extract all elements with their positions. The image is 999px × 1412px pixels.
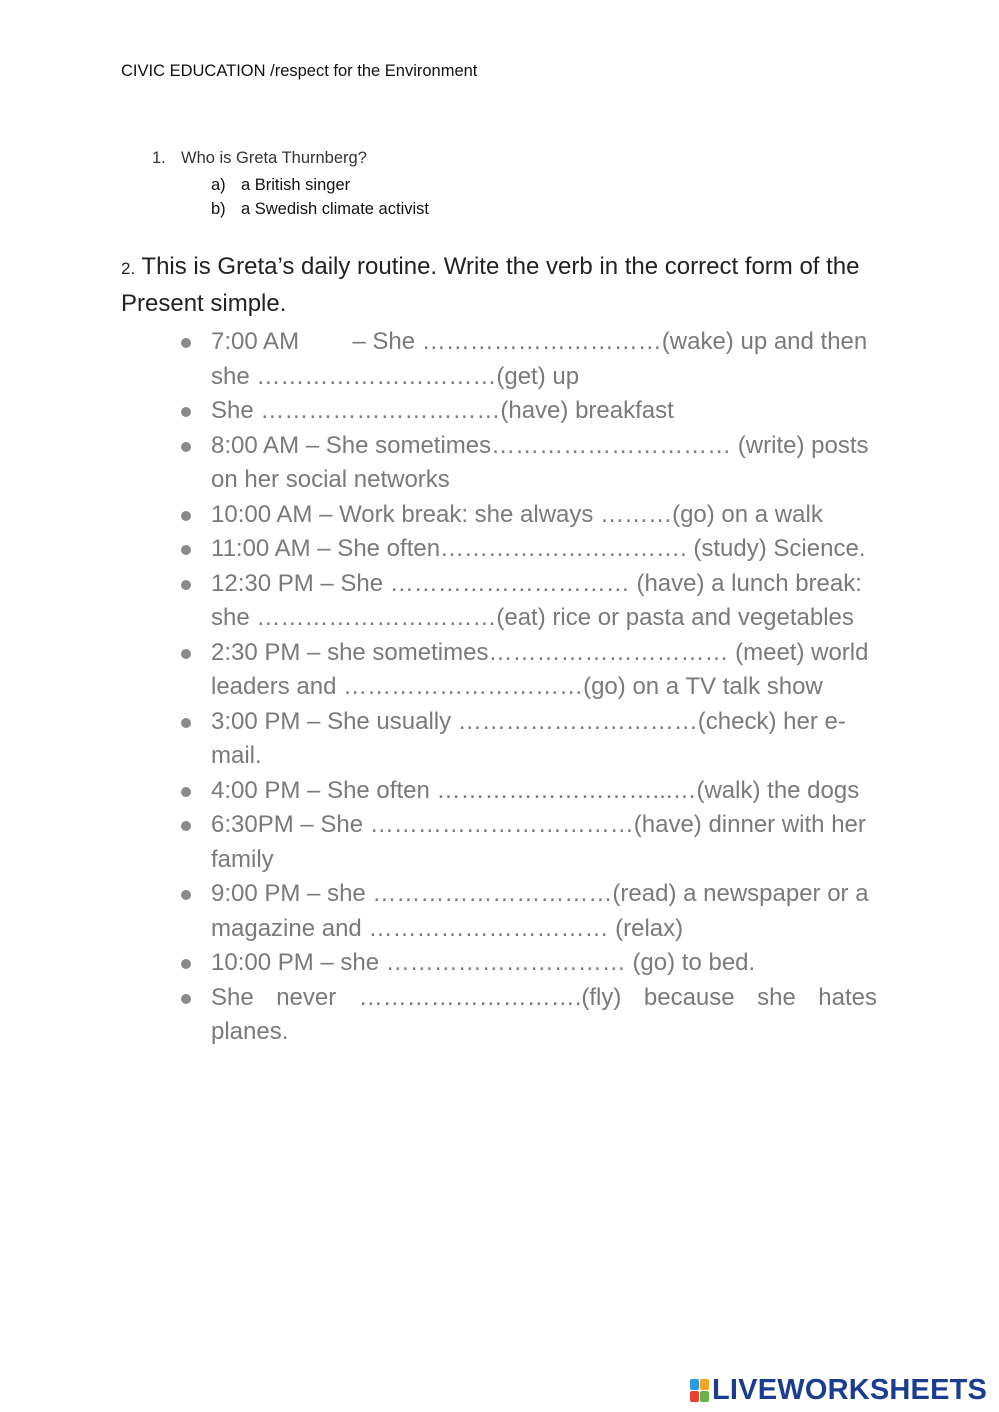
liveworksheets-logo[interactable] xyxy=(690,1374,987,1407)
bullet-icon xyxy=(181,338,191,348)
bullet-icon xyxy=(181,442,191,452)
routine-item[interactable] xyxy=(181,325,877,394)
bullet-icon xyxy=(181,580,191,590)
logo-block-icon xyxy=(690,1379,699,1390)
routine-item-text: 8:00 AM – She sometimes………………………… (write) posts on her social networks xyxy=(211,431,869,493)
bullet-icon xyxy=(181,994,191,1004)
routine-item[interactable] xyxy=(181,946,877,981)
routine-item[interactable] xyxy=(181,981,877,1050)
logo-block-icon xyxy=(700,1379,709,1390)
question-1-text: Who is Greta Thurnberg? xyxy=(181,149,367,167)
routine-item[interactable] xyxy=(181,774,877,809)
question-1-number: 1. xyxy=(152,149,166,167)
question-1-option-a[interactable] xyxy=(211,176,350,195)
routine-item[interactable] xyxy=(181,394,877,429)
routine-item-text: 10:00 AM – Work break: she always ………(go) on a walk xyxy=(211,500,823,528)
routine-item-text: 12:30 PM – She ………………………… (have) a lunch break: she …………………………(eat) rice or pasta and vegetables xyxy=(211,569,862,631)
routine-item-text: 3:00 PM – She usually …………………………(check) her e-mail. xyxy=(211,707,846,769)
question-1 xyxy=(152,149,367,168)
logo-text: LIVEWORKSHEETS xyxy=(712,1374,988,1406)
option-text: a Swedish climate activist xyxy=(241,200,429,218)
routine-list xyxy=(181,325,877,1050)
bullet-icon xyxy=(181,545,191,555)
routine-item-text: 2:30 PM – she sometimes………………………… (meet) world leaders and …………………………(go) on a TV talk show xyxy=(211,638,869,700)
logo-block-icon xyxy=(700,1391,709,1402)
question-2-prompt xyxy=(121,250,891,321)
bullet-icon xyxy=(181,787,191,797)
routine-item-text: 4:00 PM – She often ………………………...…(walk) the dogs xyxy=(211,776,860,804)
option-letter: b) xyxy=(211,200,226,218)
question-1-option-b[interactable] xyxy=(211,200,429,219)
question-2-text: This is Greta’s daily routine. Write the verb in the correct form of the Present simple. xyxy=(121,253,860,317)
option-text: a British singer xyxy=(241,176,351,194)
routine-item[interactable] xyxy=(181,877,877,946)
routine-item-text: 11:00 AM – She often…………………………. (study) Science. xyxy=(211,535,866,562)
routine-item-text: She never ……………………….(fly) because she hates planes. xyxy=(211,983,877,1045)
bullet-icon xyxy=(181,890,191,900)
question-1-prompt xyxy=(152,149,367,168)
routine-item[interactable] xyxy=(181,636,877,705)
bullet-icon xyxy=(181,649,191,659)
page-header-title: CIVIC EDUCATION /respect for the Environment xyxy=(121,62,478,80)
bullet-icon xyxy=(181,718,191,728)
routine-item-text: 6:30PM – She ……………………………(have) dinner with her family xyxy=(211,811,866,873)
routine-item-text: She …………………………(have) breakfast xyxy=(211,397,674,424)
bullet-icon xyxy=(181,959,191,969)
option-letter: a) xyxy=(211,176,226,194)
routine-item[interactable] xyxy=(181,567,877,636)
bullet-icon xyxy=(181,821,191,831)
routine-item-text: 9:00 PM – she …………………………(read) a newspaper or a magazine and ………………………… (relax) xyxy=(211,880,869,942)
logo-mark-icon xyxy=(690,1379,709,1402)
routine-item-text: 10:00 PM – she ………………………… (go) to bed. xyxy=(211,949,756,976)
question-2-number: 2. xyxy=(121,259,136,278)
routine-item[interactable] xyxy=(181,498,877,533)
bullet-icon xyxy=(181,407,191,417)
bullet-icon xyxy=(181,511,191,521)
routine-item[interactable] xyxy=(181,705,877,774)
logo-block-icon xyxy=(690,1391,699,1402)
routine-item[interactable] xyxy=(181,532,877,567)
routine-item[interactable] xyxy=(181,808,877,877)
routine-item-text: 7:00 AM – She …………………………(wake) up and then she …………………………(get) up xyxy=(211,328,868,390)
routine-item[interactable] xyxy=(181,429,877,498)
